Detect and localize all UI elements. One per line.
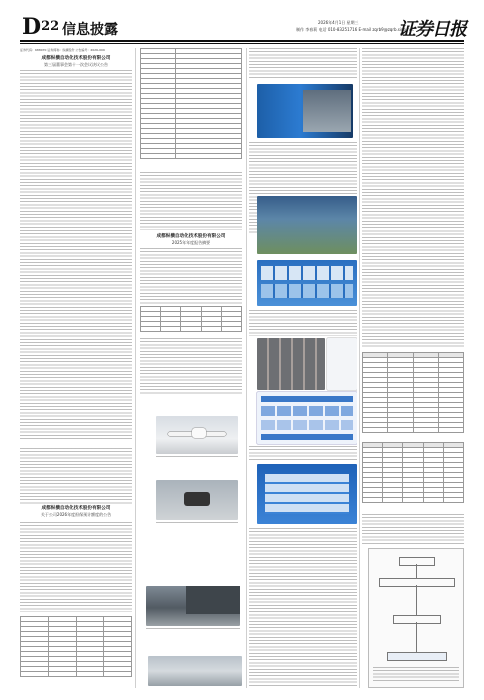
column-2: [138, 48, 244, 688]
notice-header-3: [20, 506, 132, 517]
column-2-text-b: [140, 248, 242, 304]
stock-code-text: 证券代码：688070 证券简称：纵横股份 公告编号：2026-009: [20, 48, 105, 52]
column-2-text-a: [140, 172, 242, 230]
notice-body-3: [20, 522, 132, 612]
drone-photo-fixed-wing: [156, 416, 238, 454]
column-2-text-c: [140, 338, 242, 394]
column-4-text-a: [362, 48, 464, 348]
data-table-1-grid: [362, 352, 464, 433]
data-table-1: [362, 352, 464, 436]
column-3-text-a: [249, 48, 357, 80]
column-3-text-d: [249, 446, 357, 462]
page-number: [22, 16, 59, 38]
dashboard-tiles-row-1: [261, 266, 353, 280]
diagram-layer-3: [261, 420, 353, 430]
page-letter: D: [22, 14, 42, 40]
notice-body-1b: [20, 448, 132, 504]
notice-title-2: 2025年年度报告摘要: [171, 240, 211, 245]
org-diagram-notes: [373, 667, 459, 681]
product-photo-people: [303, 90, 351, 132]
data-table-2: [362, 442, 464, 510]
column-divider-3: [359, 48, 360, 688]
column-divider-1: [135, 48, 136, 688]
org-structure-diagram: [368, 548, 464, 688]
org-box-mid: [379, 578, 455, 587]
info-table-top-grid: [140, 48, 242, 159]
column-4: [362, 48, 464, 688]
spacer: [20, 440, 132, 448]
column-divider-2: [246, 48, 247, 688]
notice-header-2: [138, 234, 244, 245]
page-number-digits: 22: [41, 19, 60, 34]
system-dashboard-image: [257, 260, 357, 306]
data-table-2-grid: [362, 442, 464, 503]
org-connector-1: [416, 564, 417, 578]
dashboard-tiles-row-2: [261, 284, 353, 298]
section-title: 信息披露: [62, 22, 118, 38]
header-date: 2026年4月1日 星期三: [318, 20, 359, 25]
photo-caption-1: [156, 456, 238, 458]
image-grid-legend: [327, 338, 357, 390]
header-rule-thin: [20, 43, 464, 44]
header-contact: 制作 李春莉 电话 010-83251716 E-mail zqrb9@zqrb.sina.net: [296, 27, 414, 32]
org-box-lower: [393, 615, 441, 624]
column-3: [249, 48, 357, 688]
notice-body-1: [20, 70, 132, 440]
architecture-diagram: [257, 392, 357, 444]
product-image-software: [257, 84, 353, 138]
drone-photo-ground: [148, 656, 242, 686]
diagram-layer-2: [261, 406, 353, 416]
notice-title-1: 第三届董事会第十一次会议决议公告: [44, 62, 108, 67]
column-3-text-c: [249, 310, 357, 336]
diagram-layer-4: [261, 434, 353, 440]
diagram-layer-1: [261, 396, 353, 402]
stock-code-line: [20, 48, 132, 52]
hangar-shape: [186, 586, 240, 614]
notice-company-1: 成都纵横自动化技术股份有限公司: [41, 56, 111, 61]
drone-photo-hangar: [146, 586, 240, 626]
column-3-text-e: [249, 528, 357, 686]
platform-ui-panel: [265, 474, 349, 514]
finance-table-grid: [140, 306, 242, 332]
masthead-logo: 证券日报: [398, 19, 466, 40]
notice-header-1: [20, 56, 132, 67]
org-box-top: [399, 557, 435, 566]
image-grid-thumbnails: [257, 338, 325, 390]
guarantee-table: [20, 616, 132, 686]
guarantee-table-grid: [20, 616, 132, 677]
finance-table: [140, 306, 242, 334]
notice-company-3: 成都纵横自动化技术股份有限公司: [41, 506, 111, 511]
column-1: [20, 48, 132, 688]
notice-company-2: 成都纵横自动化技术股份有限公司: [156, 234, 226, 239]
org-connector-3: [416, 622, 417, 652]
photo-caption-3: [146, 628, 240, 630]
column-4-text-b: [362, 514, 464, 544]
header-rule: [20, 40, 464, 42]
photo-caption-2: [156, 522, 238, 524]
map-satellite-image: [257, 196, 357, 254]
notice-title-3: 关于公司2026年度担保预计额度的公告: [40, 512, 112, 517]
info-table-top: [140, 48, 242, 168]
org-box-bottom: [387, 652, 447, 661]
drone-body-shape: [192, 428, 206, 438]
platform-ui-image: [257, 464, 357, 524]
drone-photo-multirotor: [156, 480, 238, 520]
org-connector-2: [416, 585, 417, 615]
multirotor-body-shape: [184, 492, 210, 506]
